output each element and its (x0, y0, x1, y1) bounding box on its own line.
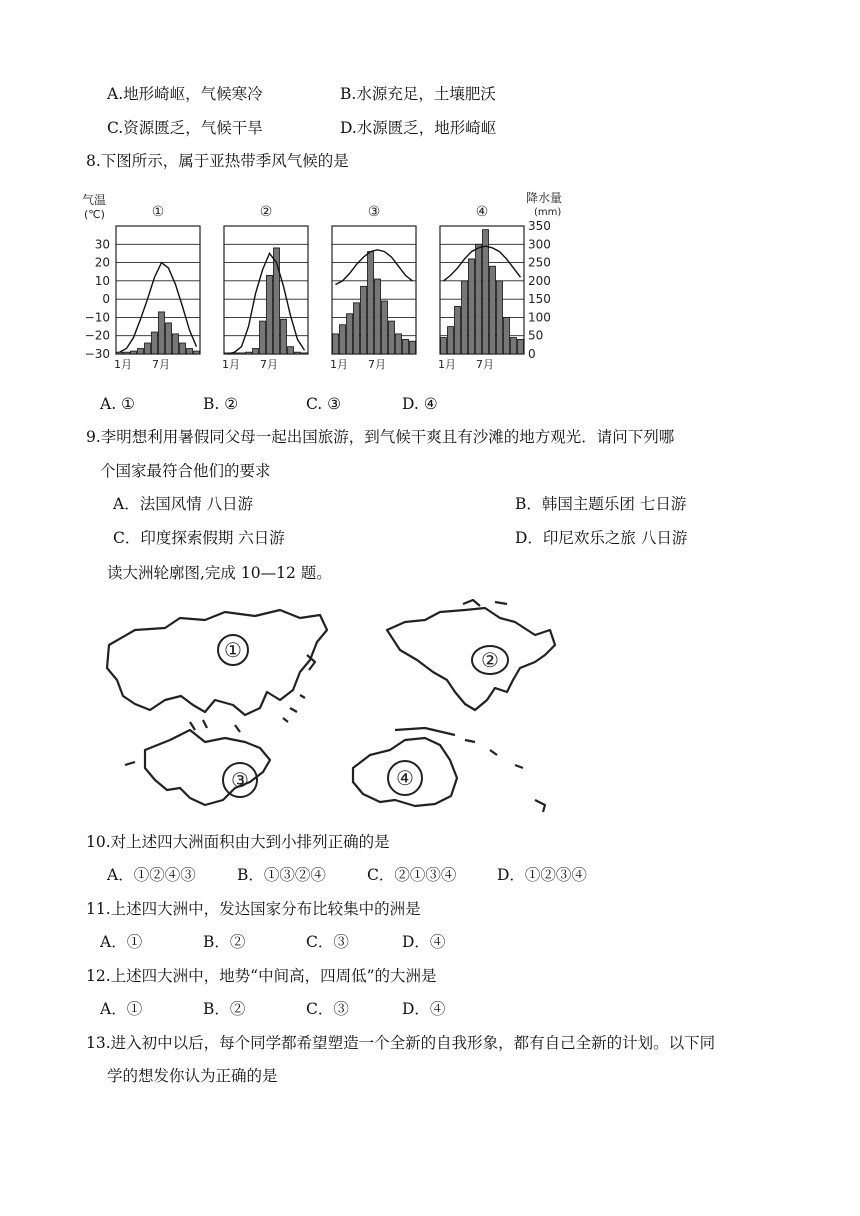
precip-bar (441, 338, 447, 354)
map-europe (125, 720, 270, 805)
q8-option-a: A. ① (100, 395, 135, 413)
precip-bar (246, 352, 252, 354)
x-tick-label: 7月 (368, 358, 386, 371)
left-tick-label: −10 (84, 310, 110, 325)
precip-bar (145, 343, 151, 354)
precip-bar (267, 275, 273, 354)
precip-bar (288, 347, 294, 354)
precip-bar (124, 352, 130, 354)
left-tick-label: −20 (84, 328, 110, 343)
precip-bar (131, 351, 137, 354)
precip-bar (295, 352, 301, 354)
precip-bar (476, 244, 482, 354)
q9-option-d: D．印尼欢乐之旅 八日游 (515, 529, 688, 547)
q9-stem-line2: 个国家最符合他们的要求 (100, 462, 271, 480)
q7-option-b: B.水源充足，土壤肥沃 (340, 85, 496, 103)
precip-bar (497, 281, 503, 354)
precip-bar (462, 281, 468, 354)
q8-option-d: D. ④ (402, 395, 438, 413)
q13-stem-line2: 学的想发你认为正确的是 (107, 1067, 278, 1085)
right-tick-label: 50 (528, 328, 544, 343)
x-tick-label: 1月 (222, 358, 240, 371)
precip-bar (253, 349, 259, 354)
panel-frame (224, 226, 308, 354)
right-axis-unit: (mm) (534, 207, 562, 218)
q9-stem-line1: 9.李明想利用暑假同父母一起出国旅游，到气候干爽且有沙滩的地方观光．请问下列哪 (86, 428, 675, 446)
map-oceania (353, 728, 545, 812)
precip-bar (302, 353, 308, 354)
left-axis-unit: (℃) (84, 208, 105, 221)
right-tick-label: 100 (528, 310, 551, 325)
q8-option-c: C. ③ (306, 395, 342, 413)
right-tick-label: 300 (528, 237, 551, 252)
q7-option-d: D.水源匮乏，地形崎岖 (340, 119, 497, 137)
q9-option-c: C．印度探索假期 六日游 (113, 529, 285, 547)
q10-stem: 10.对上述四大洲面积由大到小排列正确的是 (86, 833, 390, 851)
temperature-line (336, 250, 413, 285)
q9-option-a: A．法国风情 八日游 (113, 495, 254, 513)
right-tick-label: 200 (528, 273, 551, 288)
maps-intro: 读大洲轮廓图,完成 10—12 题。 (107, 564, 332, 582)
q12-option-b: B．② (203, 1000, 246, 1018)
precip-bar (368, 252, 374, 354)
q12-option-d: D．④ (402, 1000, 446, 1018)
precip-bar (333, 334, 339, 354)
map-label-3: ③ (231, 768, 249, 792)
precip-bar (166, 323, 172, 354)
precip-bar (239, 353, 245, 354)
q13-stem-line1: 13.进入初中以后，每个同学都希望塑造一个全新的自我形象，都有自己全新的计划。以下同 (86, 1034, 716, 1052)
left-tick-label: 20 (94, 255, 110, 270)
right-tick-label: 350 (528, 219, 551, 233)
panel-label: ③ (367, 204, 381, 220)
precip-bar (361, 286, 367, 354)
precip-bar (448, 327, 454, 354)
precip-bar (159, 312, 165, 354)
left-axis-title: 气温 (82, 193, 107, 207)
panel-label: ① (151, 204, 165, 220)
precip-bar (260, 321, 266, 354)
map-north-america (387, 600, 555, 710)
precip-bar (403, 339, 409, 354)
x-tick-label: 1月 (114, 358, 132, 371)
right-tick-label: 250 (528, 255, 551, 270)
precip-bar (117, 352, 123, 354)
left-tick-label: 0 (102, 292, 110, 307)
precip-bar (347, 314, 353, 354)
q9-option-b: B．韩国主题乐团 七日游 (515, 495, 687, 513)
precip-bar (187, 349, 193, 354)
q10-option-a: A．①②④③ (107, 866, 196, 884)
climate-charts (80, 190, 563, 380)
precip-bar (138, 349, 144, 354)
precip-bar (504, 317, 510, 354)
panel-label: ④ (475, 204, 489, 220)
q11-option-d: D．④ (402, 933, 446, 951)
precip-bar (469, 259, 475, 354)
q10-option-c: C．②①③④ (367, 866, 457, 884)
q10-option-b: B．①③②④ (237, 866, 326, 884)
q8-option-b: B. ② (203, 395, 239, 413)
precip-bar (354, 303, 360, 354)
right-tick-label: 0 (528, 347, 536, 361)
precip-bar (194, 351, 200, 354)
x-tick-label: 7月 (152, 358, 170, 371)
q12-option-c: C．③ (306, 1000, 349, 1018)
precip-bar (396, 334, 402, 354)
precip-bar (410, 341, 416, 354)
precip-bar (511, 338, 517, 354)
precip-bar (455, 306, 461, 354)
left-tick-label: 30 (94, 237, 110, 252)
precip-bar (180, 343, 186, 354)
right-tick-label: 150 (528, 292, 551, 307)
precip-bar (490, 266, 496, 354)
q8-stem: 8.下图所示，属于亚热带季风气候的是 (86, 152, 349, 170)
left-tick-label: −30 (84, 347, 110, 361)
precip-bar (483, 230, 489, 354)
x-tick-label: 1月 (438, 358, 456, 371)
q11-option-a: A．① (100, 933, 143, 951)
temperature-line (228, 253, 305, 354)
right-axis-title: 降水量 (526, 191, 563, 205)
temperature-line (120, 263, 197, 353)
panel-frame (116, 226, 200, 354)
q12-option-a: A．① (100, 1000, 143, 1018)
left-tick-label: 10 (94, 273, 110, 288)
panel-label: ② (259, 204, 273, 220)
x-tick-label: 1月 (330, 358, 348, 371)
map-asia (107, 610, 327, 722)
q10-option-d: D．①②③④ (497, 866, 587, 884)
q7-option-a: A.地形崎岖，气候寒冷 (107, 85, 263, 103)
q11-option-c: C．③ (306, 933, 349, 951)
q7-option-c: C.资源匮乏，气候干旱 (107, 119, 263, 137)
temperature-line (444, 246, 521, 281)
precip-bar (281, 319, 287, 354)
precip-bar (340, 325, 346, 354)
q11-stem: 11.上述四大洲中，发达国家分布比较集中的洲是 (86, 900, 421, 918)
map-label-1: ① (224, 638, 242, 662)
map-label-2: ② (481, 648, 499, 672)
x-tick-label: 7月 (260, 358, 278, 371)
continent-maps (95, 600, 595, 825)
precip-bar (382, 301, 388, 354)
q11-option-b: B．② (203, 933, 246, 951)
map-label-4: ④ (396, 766, 414, 790)
precip-bar (518, 339, 524, 354)
x-tick-label: 7月 (476, 358, 494, 371)
climate-chart-svg (80, 190, 563, 380)
precip-bar (152, 332, 158, 354)
precip-bar (375, 279, 381, 354)
precip-bar (173, 334, 179, 354)
q12-stem: 12.上述四大洲中，地势“中间高，四周低”的大洲是 (86, 967, 437, 985)
precip-bar (389, 321, 395, 354)
